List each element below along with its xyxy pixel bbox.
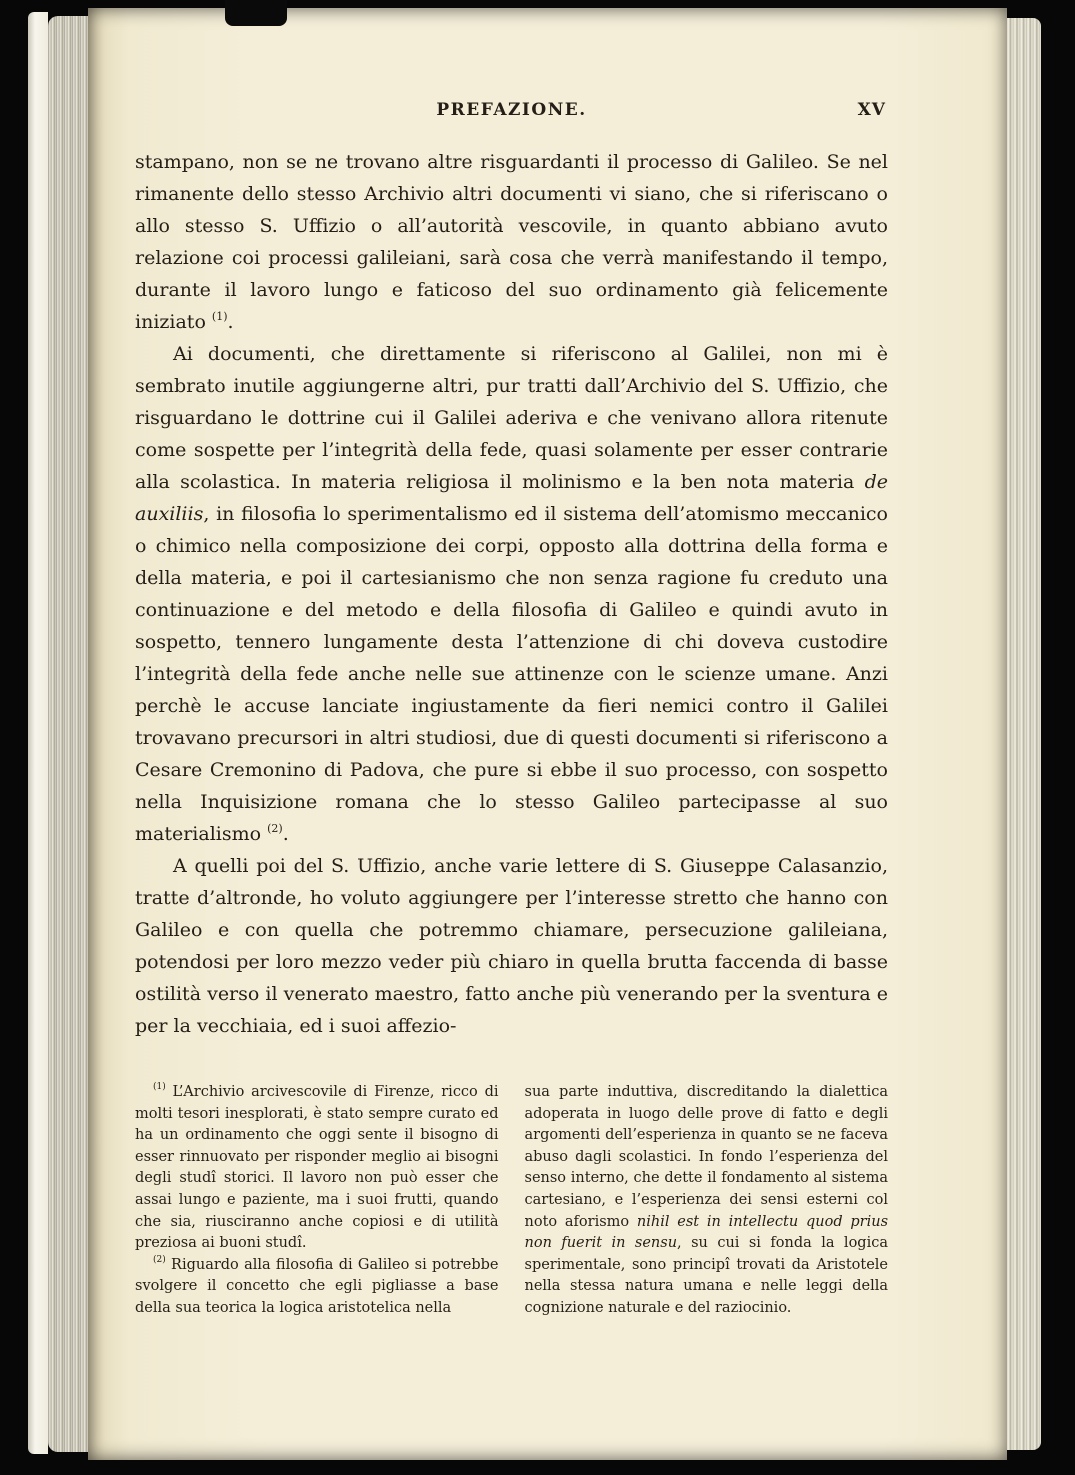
footnote-section — [135, 1082, 888, 1320]
body-text — [135, 146, 888, 1042]
running-title: PREFAZIONE. — [436, 100, 587, 120]
footnote-2: $^{(2)}$ Riguardo alla filosofia di Galileo si potrebbe svolgere il concetto che egli pigliasse a base della sua teorica la logica aristotelica nella — [135, 1254, 499, 1316]
scan-artifact-notch — [225, 0, 287, 26]
book-spine-edge — [28, 12, 48, 1454]
body-paragraph: A quelli poi del S. Uffizio, anche varie lettere di S. Giuseppe Calasanzio, tratte d’altronde, ho voluto aggiungere per l’interesse stretto che hanno con Galileo e con quella che potremmo chiamare, persecuzione galileiana, potendosi per loro mezzo veder più chiaro in quella brutta faccenda di basse ostilità verso il venerato maestro, fatto anche più venerando per la sventura e per la vecchiaia, ed i suoi affezio- — [135, 855, 888, 1037]
page-number: XV — [857, 100, 886, 120]
footnote-column-right — [525, 1082, 889, 1320]
page-edges-right — [1007, 18, 1041, 1450]
book-page — [88, 8, 1007, 1460]
footnote-column-left — [135, 1082, 499, 1320]
page-edges-left — [48, 16, 90, 1452]
footnote-1: $^{(1)}$ L’Archivio arcivescovile di Firenze, ricco di molti tesori inesplorati, è stato sempre curato ed ha un ordinamento che oggi sente il bisogno di esser rinnuovato per risponder meglio ai bisogni degli studî storici. Il lavoro non può esser che assai lungo e paziente, ma i suoi frutti, quando che sia, riusciranno anche copiosi e di utilità preziosa ai buoni studî. — [135, 1082, 499, 1252]
body-paragraph: stampano, non se ne trovano altre risguardanti il processo di Galileo. Se nel rimanente dello stesso Archivio altri documenti vi siano, che si riferiscano o allo stesso S. Uffizio o all’autorità vescovile, in quanto abbiano avuto relazione coi processi galileiani, sarà cosa che verrà manifestando il tempo, durante il lavoro lungo e faticoso del suo ordinamento già felicemente iniziato $^{(1)}$. — [135, 151, 888, 333]
page-content — [135, 100, 888, 1320]
footnote-2-continuation: sua parte induttiva, discreditando la dialettica adoperata in luogo delle prove di fatto e degli argomenti dell’esperienza in quanto se ne faceva abuso dagli scolastici. In fondo l’esperienza del senso interno, che dette il fondamento al sistema cartesiano, e l’esperienza dei sensi esterni col noto aforismo nihil est in intellectu quod prius non fuerit in sensu, su cui si fonda la logica sperimentale, sono principî trovati da Aristotele nella stessa natura umana e nelle leggi della cognizione naturale e del raziocinio. — [524, 1084, 889, 1316]
page-header — [135, 100, 888, 124]
body-paragraph: Ai documenti, che direttamente si riferiscono al Galilei, non mi è sembrato inutile aggiungerne altri, pur tratti dall’Archivio del S. Uffizio, che risguardano le dottrine cui il Galilei aderiva e che venivano allora ritenute come sospette per l’integrità della fede, quasi solamente per esser contrarie alla scolastica. In materia religiosa il molinismo e la ben nota materia de auxiliis, in filosofia lo sperimentalismo ed il sistema dell’atomismo meccanico o chimico nella composizione dei corpi, opposto alla dottrina della forma e della materia, e poi il cartesianismo che non senza ragione fu creduto una continuazione e del metodo e della filosofia di Galileo e quindi avuto in sospetto, tennero lungamente desta l’attenzione di chi doveva custodire l’integrità della fede anche nelle sue attinenze con le scienze umane. Anzi perchè le accuse lanciate ingiustamente da fieri nemici contro il Galilei trovavano precursori in altri studiosi, due di questi documenti si riferiscono a Cesare Cremonino di Padova, che pure si ebbe il suo processo, con sospetto nella Inquisizione romana che lo stesso Galileo partecipasse al suo materialismo $^{(2)}$. — [135, 343, 888, 845]
